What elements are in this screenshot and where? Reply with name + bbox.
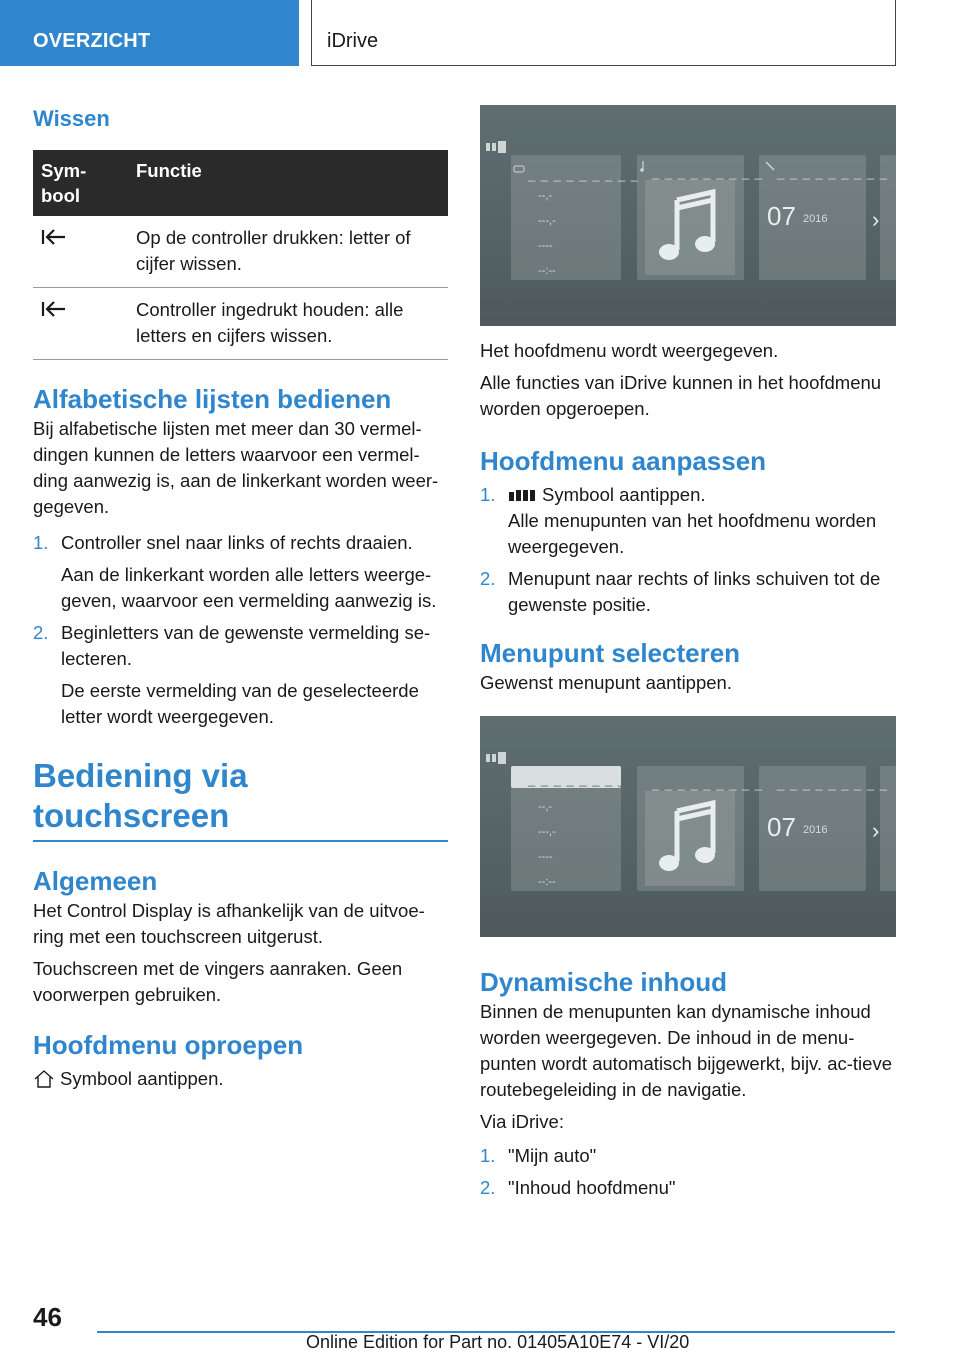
step-number: 1. [480, 484, 496, 505]
table-cell-function: Controller ingedrukt houden: alle letters en cijfers wissen. [128, 288, 448, 360]
list-item [480, 1143, 896, 1169]
list-item [480, 566, 896, 618]
menu-grid-icon [485, 751, 507, 765]
list-item [480, 482, 896, 560]
step-text: "Mijn auto" [508, 1145, 597, 1166]
music-artwork-icon [645, 791, 735, 886]
step-number: 1. [33, 532, 49, 553]
step-subtext: De eerste vermelding van de geselecteerde letter wordt weergegeven. [61, 680, 419, 727]
hoofdmenu-aanpassen-heading: Hoofdmenu aanpassen [480, 446, 767, 476]
alfa-text: Bij alfabetische lijsten met meer dan 30 vermel‐dingen kunnen de letters waarvoor een vermel‐ding aanwezig is, aan de linkerkant worden weer‐gegeven. [33, 418, 439, 517]
time-value: --:-- [538, 265, 556, 277]
dynamische-inhoud-heading: Dynamische inhoud [480, 967, 728, 997]
list-item [33, 530, 448, 614]
algemeen-heading: Algemeen [33, 866, 158, 896]
left-column [33, 100, 448, 1092]
screen-caption-2: Alle functies van iDrive kunnen in het hoofdmenu worden opgeroepen. [480, 372, 882, 419]
dynamische-inhoud-text: Binnen de menupunten kan dynamische inhoud worden weergegeven. De inhoud in de menu‐punten wordt automatisch bijgewerkt, bijv. ac‐tieve routebegeleiding in de navigatie. [480, 1001, 892, 1100]
screen-bottom-bar [480, 899, 896, 937]
step-number: 2. [480, 568, 496, 589]
page-number: 46 [33, 1302, 62, 1332]
chevron-right-icon: › [872, 207, 880, 232]
table-row [33, 288, 448, 360]
edition-text: Online Edition for Part no. 01405A10E74 - VI/20 [306, 1332, 690, 1352]
calendar-day: 07 [767, 812, 796, 842]
screen-caption-1: Het hoofdmenu wordt weergegeven. [480, 340, 779, 361]
wissen-heading: Wissen [33, 106, 110, 131]
step-number: 2. [480, 1177, 496, 1198]
calendar-day: 07 [767, 201, 796, 231]
screen-bottom-bar [480, 288, 896, 326]
main-menu-screenshot [480, 105, 896, 326]
menupunt-selecteren-text: Gewenst menupunt aantippen. [480, 672, 732, 693]
panel-title: _ _ _ _ _ _ _ _ _ [777, 776, 888, 791]
music-note-icon [640, 160, 650, 172]
step-subtext: Alle menupunten van het hoofdmenu worden weergegeven. [508, 510, 877, 557]
panel-title: _ _ _ _ _ _ _ _ _ [652, 165, 763, 180]
panel-title: _ _ _ _ _ _ _ _ _ [528, 772, 639, 787]
table-row [33, 216, 448, 288]
alfa-steps [33, 530, 448, 730]
step-text: Symbool aantippen. [542, 484, 706, 505]
main-menu-screenshot-selected [480, 716, 896, 937]
step-number: 2. [33, 622, 49, 643]
fuel-value: --,- [538, 190, 553, 202]
hoofdmenu-oproepen-text: Symbool aantippen. [60, 1068, 224, 1089]
backspace-icon [41, 300, 67, 318]
list-item [480, 1175, 896, 1201]
list-item [33, 620, 448, 730]
music-artwork-icon [645, 180, 735, 275]
chapter-tab [311, 0, 896, 66]
step-text: Controller snel naar links of rechts draaien. [61, 532, 413, 553]
phone-icon [764, 160, 776, 172]
car-icon [513, 161, 525, 175]
symbol-table [33, 150, 448, 360]
hoofdmenu-oproepen-heading: Hoofdmenu oproepen [33, 1030, 304, 1060]
range-value: ---,- [538, 215, 556, 227]
fuel-value: --,- [538, 801, 553, 813]
heading-rule [33, 840, 448, 842]
algemeen-text-2: Touchscreen met de vingers aanraken. Geen voorwerpen gebruiken. [33, 958, 403, 1005]
aanpassen-steps [480, 482, 896, 618]
backspace-icon [41, 228, 67, 246]
via-steps [480, 1143, 896, 1201]
step-number: 1. [480, 1145, 496, 1166]
distance-value: ---- [538, 851, 553, 863]
step-subtext: Aan de linkerkant worden alle letters weerge‐geven, waarvoor een vermelding aanwezig is. [61, 564, 437, 611]
calendar-year: 2016 [803, 824, 828, 836]
table-header-symbol: Sym- bool [33, 150, 128, 216]
range-value: ---,- [538, 826, 556, 838]
section-tab [0, 0, 299, 66]
menupunt-selecteren-heading: Menupunt selecteren [480, 638, 741, 668]
time-value: --:-- [538, 876, 556, 888]
algemeen-text-1: Het Control Display is afhankelijk van de uitvoe‐ring met een touchscreen uitgerust. [33, 900, 425, 947]
section-title: OVERZICHT [33, 30, 151, 52]
menu-grid-icon [508, 488, 536, 502]
touch-heading: Bediening via touchscreen [33, 757, 248, 834]
panel-title: _ _ _ _ _ _ _ _ _ [777, 165, 888, 180]
step-text: Menupunt naar rechts of links schuiven tot de gewenste positie. [508, 568, 881, 615]
step-text: Beginletters van de gewenste vermelding se‐lecteren. [61, 622, 431, 669]
step-text: "Inhoud hoofdmenu" [508, 1177, 676, 1198]
chapter-title: iDrive [327, 30, 379, 52]
panel-title: _ _ _ _ _ _ _ _ _ [652, 776, 763, 791]
home-icon [33, 1069, 55, 1089]
calendar-year: 2016 [803, 213, 828, 225]
panel-title: _ _ _ _ _ _ _ _ _ [528, 167, 639, 182]
right-column [480, 105, 896, 1207]
chevron-right-icon: › [872, 818, 880, 843]
table-cell-function: Op de controller drukken: letter of cijfer wissen. [128, 216, 448, 288]
menu-grid-icon [485, 140, 507, 154]
distance-value: ---- [538, 240, 553, 252]
via-idrive-text: Via iDrive: [480, 1111, 564, 1132]
table-header-function: Functie [128, 150, 448, 216]
alfa-heading: Alfabetische lijsten bedienen [33, 384, 392, 414]
